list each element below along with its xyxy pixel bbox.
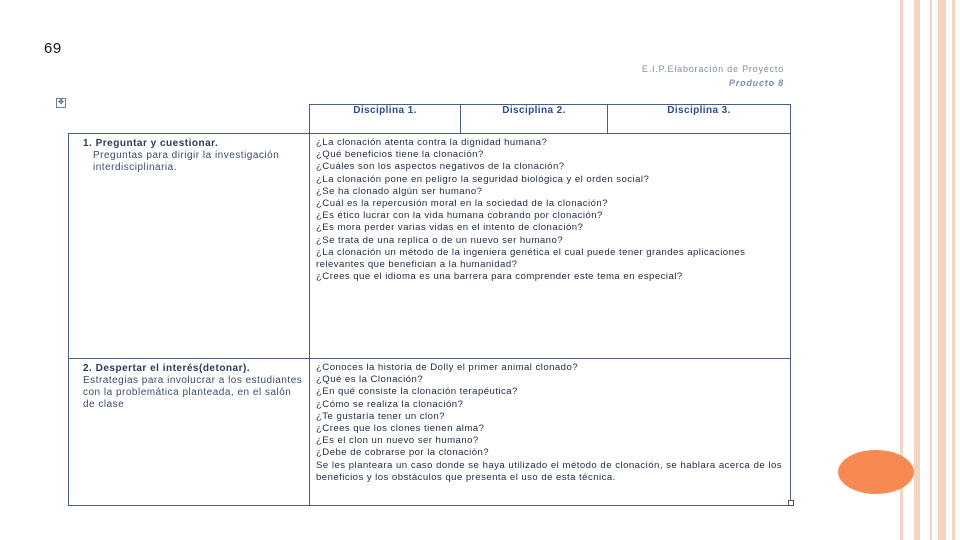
question-item: ¿Te gustaría tener un clon? (316, 410, 445, 422)
column-header-discipline-2: Disciplina 2. (461, 105, 608, 134)
stripe (938, 0, 946, 540)
stage-cell (69, 359, 310, 506)
question-item: ¿Cómo se realiza la clonación? (316, 398, 464, 410)
question-item: ¿La clonación un método de la ingeniera genética el cual puede tener grandes aplicaciones relevantes que benefician a la humanidad? (316, 246, 746, 271)
question-item: ¿La clonación pone en peligro la seguridad biológica y el orden social? (316, 173, 650, 185)
table-resize-handle[interactable] (788, 500, 794, 506)
column-header-discipline-1: Disciplina 1. (310, 105, 461, 134)
question-item: ¿Es mora perder varias vidas en el intento de clonación? (316, 222, 584, 234)
questions-cell (310, 359, 791, 506)
table-move-icon[interactable]: ✥ (56, 98, 66, 108)
question-item: ¿Cuál es la repercusión moral en la sociedad de la clonación? (316, 198, 608, 210)
stage-description: Preguntas para dirigir la investigación interdisciplinaria. (93, 150, 280, 173)
question-item: ¿Debe de cobrarse por la clonación? (316, 447, 490, 459)
planning-table (68, 104, 791, 506)
header-project-title: E.I.P.Elaboración de Proyecto (641, 64, 784, 74)
stage-description: Estrategias para involucrar a los estudiantes con la problemática planteada, en el salón de clase (83, 375, 303, 410)
question-item: ¿Qué beneficios tiene la clonación? (316, 149, 484, 161)
table-row (69, 359, 791, 506)
stage-cell (69, 134, 310, 359)
question-item: ¿Se trata de una replica o de un nuevo ser humano? (316, 234, 564, 246)
decorative-stripes (900, 0, 960, 540)
stage-title: 2. Despertar el interés(detonar). (83, 363, 251, 374)
question-item: ¿Crees que los clones tienen alma? (316, 423, 485, 435)
question-item: ¿La clonación atenta contra la dignidad humana? (316, 137, 548, 148)
decorative-circle (838, 450, 914, 494)
stripe (914, 0, 920, 540)
question-item: ¿En qué consiste la clonación terapéutica? (316, 386, 518, 398)
question-item: ¿Conoces la historia de Dolly el primer animal clonado? (316, 362, 579, 373)
table-header-row (69, 105, 791, 134)
header-blank-cell (69, 105, 310, 134)
questions-cell (310, 134, 791, 359)
column-header-discipline-3: Disciplina 3. (608, 105, 791, 134)
question-item: ¿Qué es la Clonación? (316, 374, 424, 386)
stripe (930, 0, 932, 540)
slide-number: 69 (44, 40, 62, 57)
question-item: ¿Se ha clonado algún ser humano? (316, 185, 483, 197)
stage-title: 1. Preguntar y cuestionar. (83, 138, 219, 149)
case-statement: Se les planteara un caso donde se haya utilizado el método de clonación, se hablara acerca de los beneficios y los obstáculos que presenta el uso de esta técnica. (316, 459, 782, 483)
question-item: ¿Crees que el idioma es una barrera para comprender este tema en especial? (316, 271, 683, 283)
header-product: Producto 8 (728, 78, 784, 88)
table-row (69, 134, 791, 359)
question-item: ¿Es ético lucrar con la vida humana cobrando por clonación? (316, 210, 603, 222)
question-item: ¿Cuáles son los aspectos negativos de la clonación? (316, 161, 565, 173)
stripe (952, 0, 955, 540)
question-item: ¿Es el clon un nuevo ser humano? (316, 435, 479, 447)
